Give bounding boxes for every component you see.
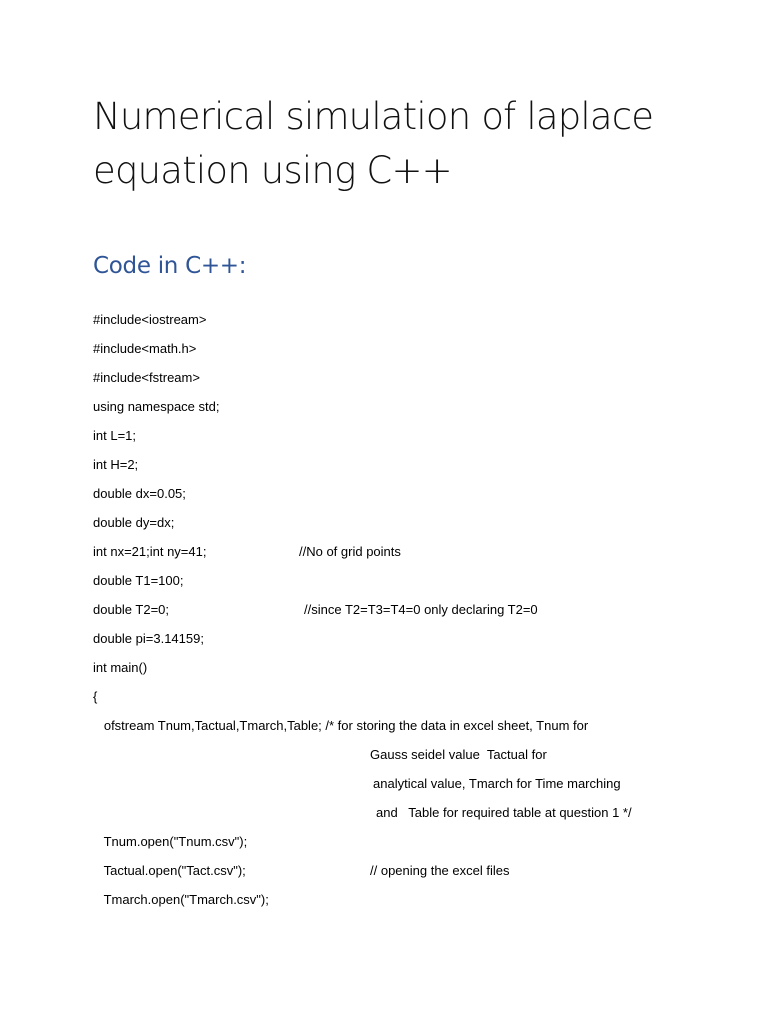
- code-line: [93, 453, 139, 477]
- code-line: [93, 482, 186, 506]
- code-text: #include<iostream>: [93, 312, 207, 327]
- document-title: Numerical simulation of laplace equation using C++: [93, 95, 654, 192]
- code-line: [93, 656, 148, 680]
- code-comment: // opening the excel files: [370, 863, 510, 878]
- code-text: ofstream Tnum,Tactual,Tmarch,Table; /* for storing the data in excel sheet, Tnum for: [93, 718, 589, 733]
- code-text: Tmarch.open("Tmarch.csv");: [93, 892, 269, 907]
- code-line: [93, 627, 204, 651]
- code-line: [93, 598, 538, 622]
- code-line: [93, 424, 137, 448]
- code-line: [93, 569, 184, 593]
- code-line: [93, 801, 632, 825]
- code-text: double T1=100;: [93, 573, 184, 588]
- code-comment: and Table for required table at question 1 */: [376, 805, 632, 820]
- code-comment: Gauss seidel value Tactual for: [370, 747, 547, 762]
- code-text: using namespace std;: [93, 399, 220, 414]
- code-text: int H=2;: [93, 457, 139, 472]
- code-text: double pi=3.14159;: [93, 631, 204, 646]
- code-line: [93, 308, 207, 332]
- code-line: [93, 830, 248, 854]
- code-text: int main(): [93, 660, 148, 675]
- code-comment: //No of grid points: [299, 544, 401, 559]
- code-line: [93, 772, 621, 796]
- code-line: [93, 685, 115, 709]
- code-text: Tnum.open("Tnum.csv");: [93, 834, 248, 849]
- code-text: #include<fstream>: [93, 370, 200, 385]
- section-heading: Code in C++:: [93, 253, 247, 279]
- code-comment: analytical value, Tmarch for Time marching: [373, 776, 621, 791]
- code-text: Tactual.open("Tact.csv");: [93, 863, 246, 878]
- code-line: [93, 511, 175, 535]
- code-text: int L=1;: [93, 428, 137, 443]
- code-text: #include<math.h>: [93, 341, 197, 356]
- code-line: [93, 337, 197, 361]
- code-comment: //since T2=T3=T4=0 only declaring T2=0: [304, 602, 538, 617]
- code-text: int nx=21;int ny=41;: [93, 544, 207, 559]
- code-text: {: [93, 689, 98, 704]
- code-text: double T2=0;: [93, 602, 170, 617]
- code-text: double dy=dx;: [93, 515, 175, 530]
- code-line: [93, 395, 220, 419]
- code-line: [93, 714, 589, 738]
- code-text: double dx=0.05;: [93, 486, 186, 501]
- code-line: [93, 743, 547, 767]
- code-line: [93, 540, 401, 564]
- code-line: [93, 859, 510, 883]
- code-line: [93, 888, 269, 912]
- code-line: [93, 366, 200, 390]
